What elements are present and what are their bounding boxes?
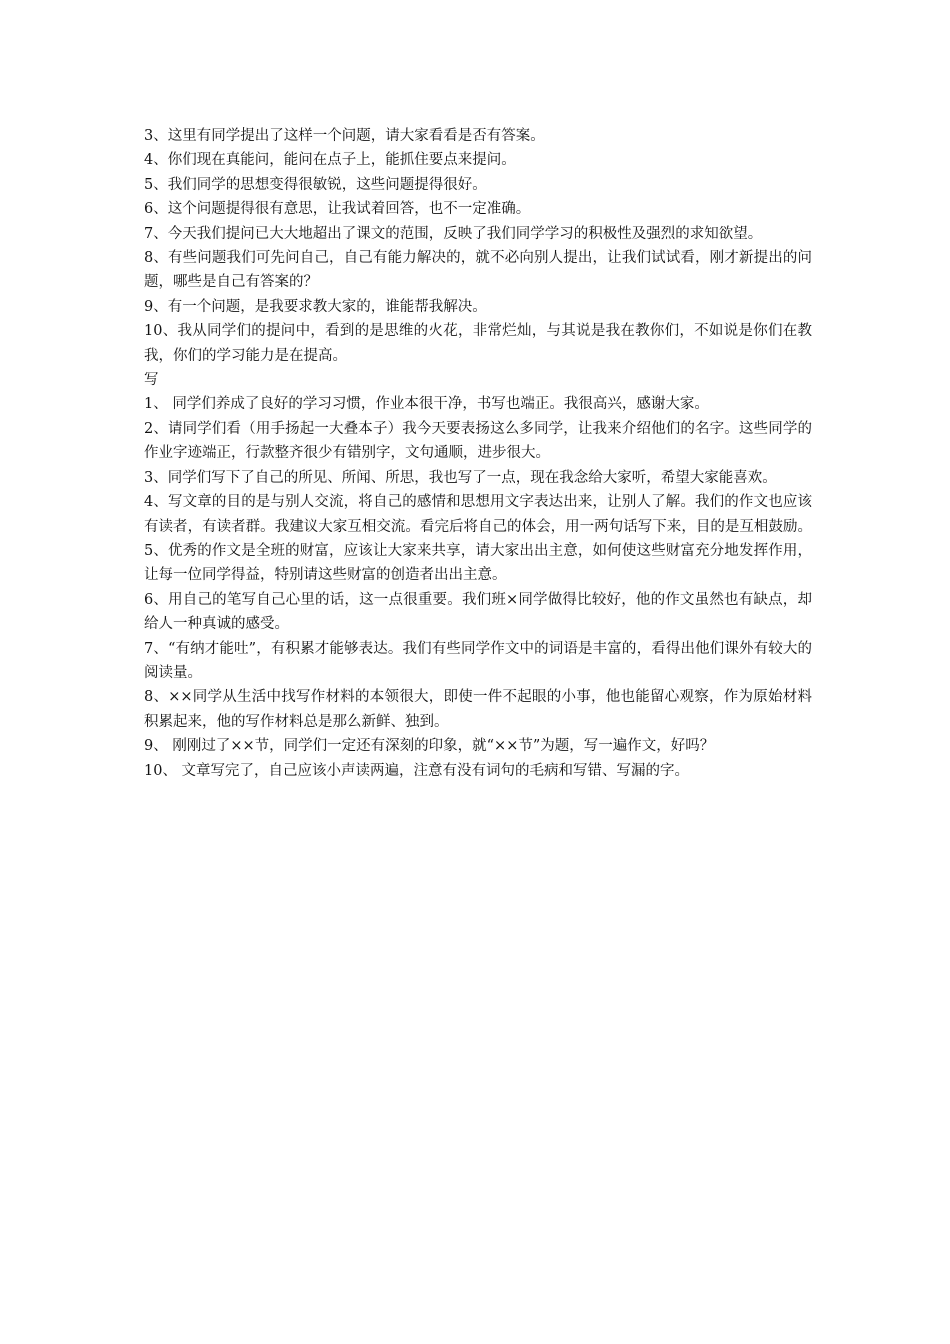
paragraph-write-3: 3、同学们写下了自己的所见、所闻、所思，我也写了一点，现在我念给大家听，希望大家能喜欢。 — [144, 469, 777, 486]
paragraph-write-2: 2、请同学们看（用手扬起一大叠本子）我今天要表扬这么多同学，让我来介绍他们的名字。这些同学的作业字迹端正，行款整齐很少有错别字，文句通顺，进步很大。 — [144, 420, 812, 462]
paragraph-read-7: 7、今天我们提问已大大地超出了课文的范围，反映了我们同学学习的积极性及强烈的求知欲望。 — [144, 225, 763, 242]
paragraph-read-4: 4、你们现在真能问，能问在点子上，能抓住要点来提问。 — [144, 152, 516, 169]
paragraph-write-9: 9、 刚刚过了××节，同学们一定还有深刻的印象，就“××节”为题，写一遍作文，好吗？ — [144, 738, 715, 755]
paragraph-read-6: 6、这个问题提得很有意思，让我试着回答，也不一定准确。 — [144, 201, 531, 218]
paragraph-read-5: 5、我们同学的思想变得很敏锐，这些问题提得很好。 — [144, 176, 487, 193]
document-body — [144, 124, 812, 783]
paragraph-write-4-5: 4、写文章的目的是与别人交流，将自己的感情和思想用文字表达出来，让别人了解。我们的作文也应该有读者，有读者群。我建议大家互相交流。看完后将自己的体会，用一两句话写下来，目的是互相鼓励。5、优秀的作文是全班的财富，应该让大家来共享，请大家出出主意，如何使这些财富充分地发挥作用，让每一位同学得益，特别请这些财富的创造者出出主意。 — [144, 494, 812, 584]
section-heading-write: 写 — [144, 372, 159, 389]
paragraph-read-8: 8、有些问题我们可先问自己，自己有能力解决的，就不必向别人提出，让我们试试看，刚才新提出的问题，哪些是自己有答案的？ — [144, 250, 812, 291]
paragraph-read-9: 9、有一个问题，是我要求教大家的，谁能帮我解决。 — [144, 298, 487, 315]
paragraph-write-8: 8、××同学从生活中找写作材料的本领很大，即使一件不起眼的小事，他也能留心观察，作为原始材料积累起来，他的写作材料总是那么新鲜、独到。 — [144, 689, 812, 730]
paragraph-write-10: 10、 文章写完了，自己应该小声读两遍，注意有没有词句的毛病和写错、写漏的字。 — [144, 762, 690, 779]
paragraph-write-7: 7、“有纳才能吐”，有积累才能够表达。我们有些同学作文中的词语是丰富的，看得出他们课外有较大的阅读量。 — [144, 640, 812, 681]
paragraph-write-1: 1、 同学们养成了良好的学习习惯，作业本很干净，书写也端正。我很高兴，感谢大家。 — [144, 396, 709, 413]
paragraph-read-10: 10、我从同学们的提问中，看到的是思维的火花，非常烂灿，与其说是我在教你们，不如说是你们在教我，你们的学习能力是在提高。 — [144, 323, 812, 364]
paragraph-write-6: 6、用自己的笔写自己心里的话，这一点很重要。我们班×同学做得比较好，他的作文虽然也有缺点，却给人一种真诚的感受。 — [144, 591, 812, 633]
paragraph-read-3: 3、这里有同学提出了这样一个问题，请大家看看是否有答案。 — [144, 128, 545, 144]
